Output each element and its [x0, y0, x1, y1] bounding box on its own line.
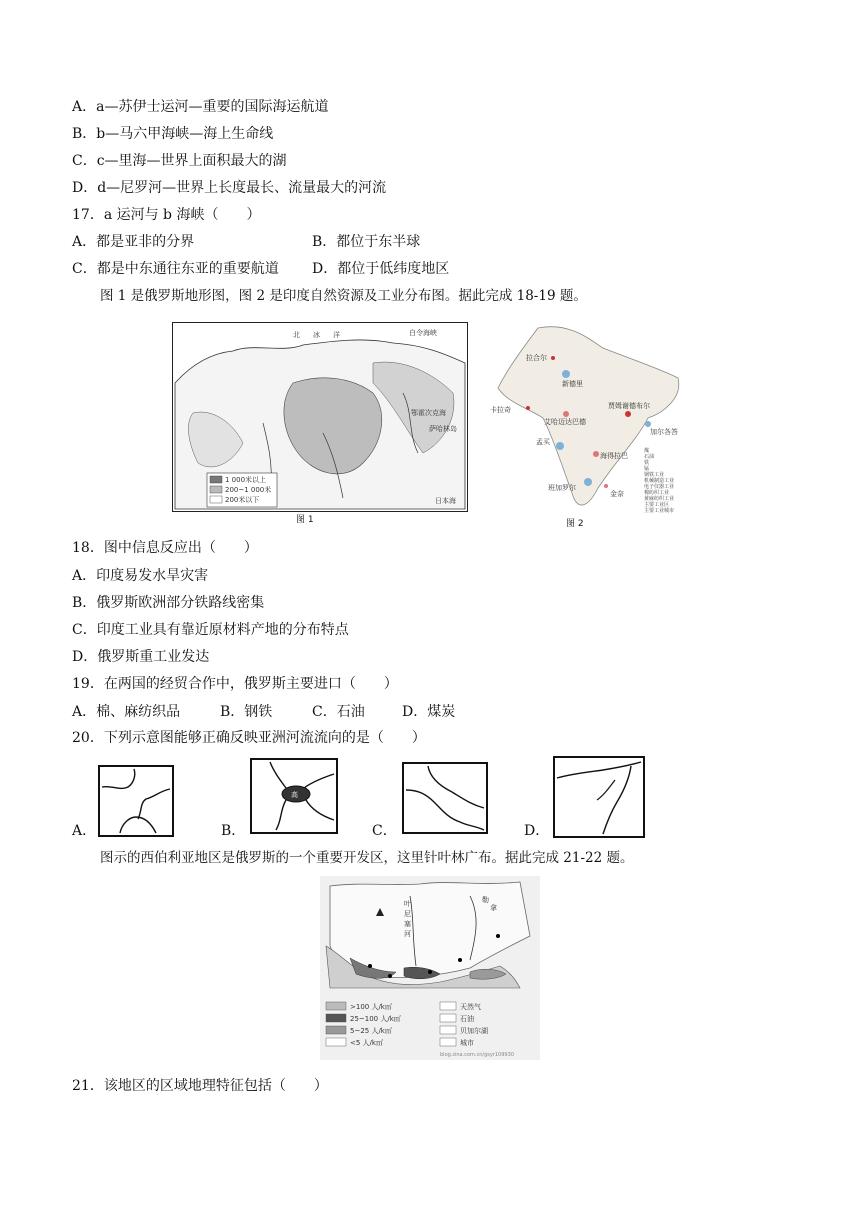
q18-option-a: A．印度易发水旱灾害: [72, 568, 209, 584]
siberia-map-drawing: [320, 876, 540, 1060]
city-dot-icon: [496, 934, 500, 938]
city-marker-bangalore: [584, 478, 592, 486]
fig1-label-japan-sea: 日本海: [435, 497, 456, 505]
q17-option-c: C．都是中东通往东亚的重要航道: [72, 261, 279, 277]
fig3-legend-gas: 天然气: [460, 1003, 481, 1011]
q19-option-b: B．钢铁: [220, 704, 273, 720]
fig3-label-sai: 塞: [404, 920, 411, 928]
q18-option-c: C．印度工业具有靠近原材料产地的分布特点: [72, 622, 349, 638]
fig3-legend-baikal: 贝加尔湖: [460, 1027, 488, 1035]
q19-stem: 19．在两国的经贸合作中，俄罗斯主要进口（ ）: [72, 676, 398, 692]
fig3-label-le: 勒: [482, 896, 489, 904]
fig2-caption: 图 2: [566, 519, 584, 529]
fig2-legend-electronics: 电子仪器工业: [644, 484, 675, 490]
city-dot-icon: [428, 970, 432, 974]
city-marker-lahore: [551, 356, 555, 360]
fig1-label-bering: 白令海峡: [409, 329, 437, 337]
q17-stem: 17．a 运河与 b 海峡（ ）: [72, 207, 261, 223]
city-marker-mumbai: [556, 442, 564, 450]
fig3-label-ni: 尼: [404, 910, 411, 918]
q19-option-d: D．煤炭: [402, 704, 456, 720]
q16-option-b: B．b—马六甲海峡—海上生命线: [72, 126, 274, 142]
fig2-legend: [636, 446, 688, 514]
q20-diagram-b-center-label: 高: [291, 791, 298, 799]
fig2-legend-machinery: 机械制造工业: [644, 478, 675, 484]
city-marker-ahmedabad: [563, 411, 569, 417]
intro-18-19: 图 1 是俄罗斯地形图，图 2 是印度自然资源及工业分布图。据此完成 18-19 题。: [100, 288, 587, 304]
fig3-label-he: 河: [404, 930, 411, 938]
q20-diagram-a-drawing: [100, 767, 172, 835]
fig1-caption: 图 1: [296, 515, 314, 525]
fig2-city-ahmedabad: 艾哈迈达巴德: [544, 418, 586, 426]
fig1-label-yang: 洋: [333, 331, 340, 339]
fig3-legend-density-4: <5 人/k㎡: [350, 1039, 383, 1047]
q19-option-c: C．石油: [312, 704, 365, 720]
city-marker-karachi: [526, 406, 530, 410]
q20-diagram-c-drawing: [404, 764, 486, 832]
city-dot-icon: [388, 974, 392, 978]
q21-stem: 21．该地区的区域地理特征包括（ ）: [72, 1078, 328, 1094]
city-marker-new-delhi: [562, 370, 570, 378]
fig1-legend-mid: 200~1 000米: [225, 486, 272, 494]
fig1-label-bei: 北: [293, 331, 300, 339]
q20-diagram-b-drawing: [252, 760, 336, 832]
fig2-city-karachi: 卡拉奇: [490, 406, 511, 414]
q20-stem: 20．下列示意图能够正确反映亚洲河流流向的是（ ）: [72, 730, 426, 746]
q16-option-a: A．a—苏伊士运河—重要的国际海运航道: [72, 99, 329, 115]
fig3-legend-oil: 石油: [460, 1015, 474, 1023]
q20-diagram-d-drawing: [555, 758, 643, 836]
fig2-legend-manganese: 锰: [644, 466, 650, 472]
q18-stem: 18．图中信息反应出（ ）: [72, 540, 258, 556]
q18-option-b: B．俄罗斯欧洲部分铁路线密集: [72, 595, 265, 611]
fig2-legend-iron: 铁: [644, 460, 650, 466]
q20-diagram-d: [553, 756, 645, 838]
fig3-legend-density-3: 5~25 人/k㎡: [350, 1027, 392, 1035]
fig3-legend-density-2: 25~100 人/k㎡: [350, 1015, 401, 1023]
q20-option-b-label: B．: [221, 823, 246, 839]
city-marker-jamshedpur: [625, 411, 631, 417]
city-dot-icon: [368, 964, 372, 968]
fig3-legend-density-1: >100 人/k㎡: [350, 1003, 392, 1011]
city-dot-icon: [458, 958, 462, 962]
india-map-drawing: [488, 318, 690, 514]
fig3-label-na: 拿: [490, 904, 497, 912]
q17-option-d: D．都位于低纬度地区: [312, 261, 450, 277]
fig2-city-kolkata: 加尔各答: [650, 428, 678, 436]
city-marker-hyderabad: [593, 451, 599, 457]
india-industry-map: [488, 318, 690, 514]
fig3-watermark: blog.sina.com.cn/gsyr109930: [440, 1052, 514, 1058]
q20-option-d-label: D．: [524, 823, 550, 839]
q17-option-b: B．都位于东半球: [312, 234, 421, 250]
fig3-legend-city: 城市: [460, 1039, 474, 1047]
fig2-city-chennai: 金奈: [610, 490, 624, 498]
q16-option-c: C．c—里海—世界上面积最大的湖: [72, 153, 287, 169]
q19-option-a: A．棉、麻纺织品: [72, 704, 181, 720]
fig1-label-sakhalin: 萨哈林岛: [429, 425, 457, 433]
fig2-legend-jute: 黄麻纺织工业: [644, 496, 675, 502]
fig2-legend-steel: 钢铁工业: [644, 472, 665, 478]
q20-option-a-label: A．: [72, 823, 97, 839]
fig2-city-hyderabad: 海得拉巴: [600, 452, 628, 460]
fig1-legend-high: 1 000米以上: [225, 476, 267, 484]
city-marker-chennai: [604, 484, 608, 488]
q20-diagram-a: [98, 765, 174, 837]
intro-21-22: 图示的西伯利亚地区是俄罗斯的一个重要开发区，这里针叶林广布。据此完成 21-22 题。: [100, 850, 634, 866]
fig2-legend-cotton: 棉纺织工业: [644, 490, 670, 496]
fig1-label-bing: 冰: [313, 331, 320, 339]
fig1-legend-low: 200米以下: [225, 496, 260, 504]
fig2-city-jamshedpur: 贾姆谢德布尔: [608, 402, 650, 410]
q18-option-d: D．俄罗斯重工业发达: [72, 649, 210, 665]
q17-option-a: A．都是亚非的分界: [72, 234, 195, 250]
fig2-legend-industrial-area: 主要工业区: [644, 502, 670, 508]
fig2-legend-oil: 石油: [644, 454, 655, 460]
siberia-map: [320, 876, 540, 1060]
city-marker-kolkata: [645, 421, 651, 427]
russia-terrain-map: [172, 322, 468, 512]
q20-option-c-label: C．: [372, 823, 397, 839]
fig2-legend-coal: 煤: [644, 448, 650, 454]
russia-map-drawing: [173, 323, 467, 511]
fig2-legend-industrial-city: 主要工业城市: [644, 508, 675, 514]
fig3-label-ye: 叶: [404, 900, 411, 908]
fig2-city-mumbai: 孟买: [536, 438, 550, 446]
q20-diagram-c: [402, 762, 488, 834]
fig1-label-okhotsk: 鄂霍次克海: [411, 409, 446, 417]
fig2-city-new-delhi: 新德里: [562, 380, 583, 388]
fig2-city-bangalore: 班加罗尔: [548, 484, 576, 492]
q20-diagram-b: [250, 758, 338, 834]
fig2-city-lahore: 拉合尔: [526, 354, 547, 362]
q16-option-d: D．d—尼罗河—世界上长度最长、流量最大的河流: [72, 180, 387, 196]
